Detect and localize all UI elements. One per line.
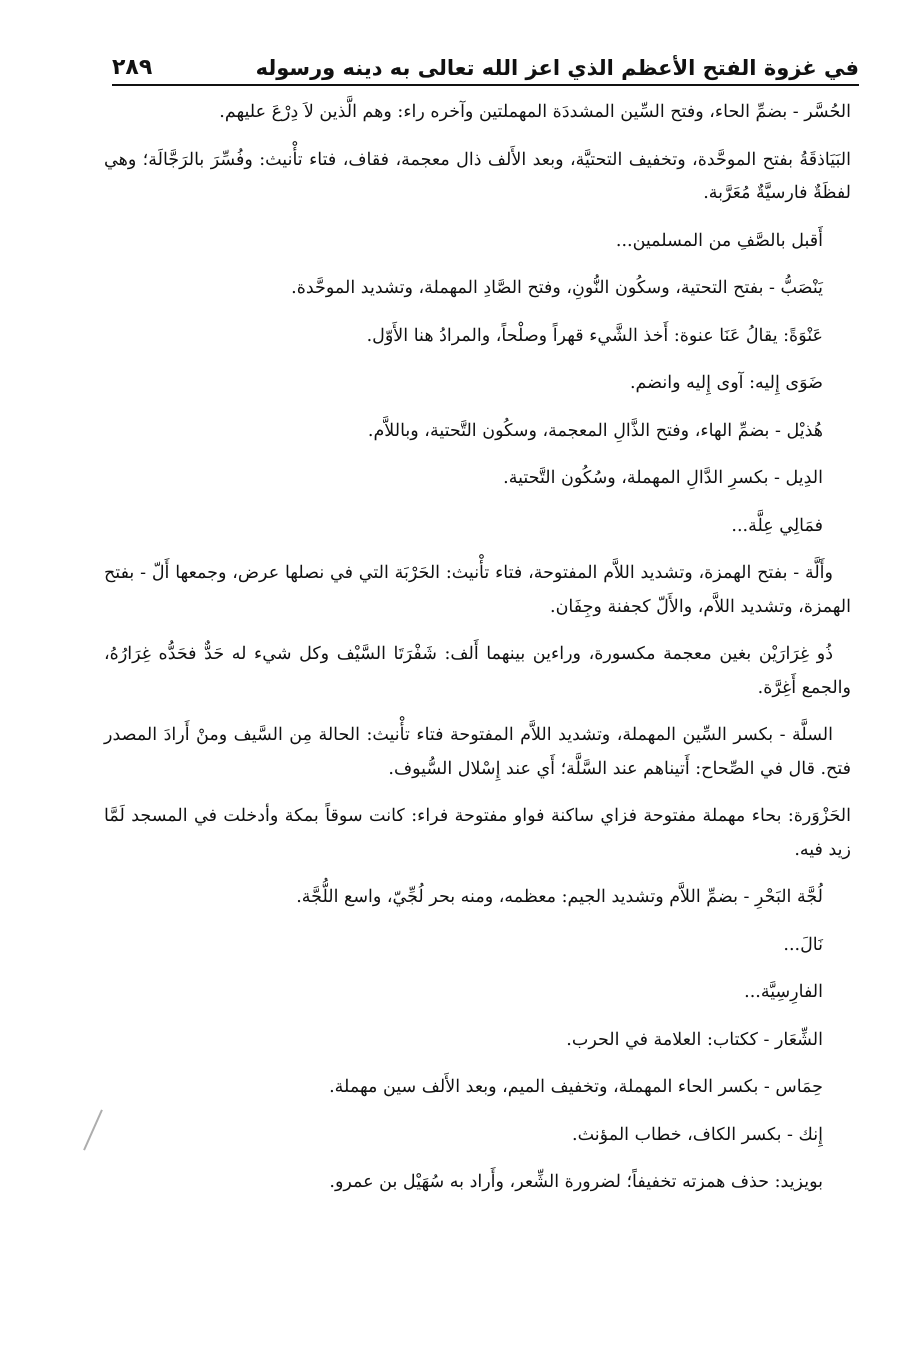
glossary-entry-dil: الدِيل - بكسرِ الدَّالِ المهملة، وسُكُون التَّحتية. <box>503 468 823 488</box>
glossary-entry-ghirarayn: ذُو غِرَارَيْن بغين معجمة مكسورة، وراءين بينهما أَلف: شَفْرَتَا السَّيْف وكل شيء له حَدٌّ فحَدُّه غِرَارُهُ، والجمع أَغِرَّة. <box>104 644 851 698</box>
glossary-body <box>104 96 851 1214</box>
glossary-entry-farisiyya: الفارِسِيَّة... <box>744 982 823 1002</box>
glossary-entry-yansabb: يَنْصَبُّ - بفتح التحتية، وسكُون النُّونِ، وفتح الصَّادِ المهملة، وتشديد الموحَّدة. <box>291 278 823 298</box>
glossary-entry-buyazid: بويزيد: حذف همزته تخفيفاً؛ لضرورة الشِّعر، وأَراد به سُهَيْل بن عمرو. <box>329 1172 823 1192</box>
glossary-entry-husar: الحُسَّر - بضمِّ الحاء، وفتح السِّين المشددَة المهملتين وآخره راء: وهم الَّذين لاَ دِرْعَ عليهم. <box>219 102 851 122</box>
glossary-entry-shiar: الشِّعَار - ككتاب: العلامة في الحرب. <box>566 1029 823 1050</box>
glossary-entry-hazwara: الحَزْوَرة: بحاء مهملة مفتوحة فزاي ساكنة فواو مفتوحة فراء: كانت سوقاً بمكة وأدخلت في المسجد لَمَّا زيد فيه. <box>104 806 851 860</box>
glossary-entry-dawa: ضَوَى إِليه: آوى إِليه وانضم. <box>629 373 823 393</box>
glossary-entry-salla: السلَّة - بكسر السِّين المهملة، وتشديد اللاَّم المفتوحة فتاء تأْنيث: الحالة مِن السَّيف ومنْ أَرادَ المصدر فتح. قال في الصِّحاح: أَتيناهم عند السَّلَّة؛ أَي عند إِسْلال السُّيوف. <box>104 725 851 779</box>
glossary-entry-himas: حِمَاس - بكسر الحاء المهملة، وتخفيف الميم، وبعد الأَلف سين مهملة. <box>329 1077 823 1097</box>
glossary-entry-anwa: عَنْوَةً: يقالُ عَنَا عنوة: أَخذ الشَّيء قهراً وصلْحاً، والمرادُ هنا الأَوّل. <box>366 325 823 346</box>
glossary-entry-nala: نَالَ... <box>783 934 823 955</box>
glossary-entry-innaki: إِنك - بكسر الكاف، خطاب المؤنث. <box>572 1124 823 1145</box>
glossary-entry-aqbala: أَقبل بالصَّفِ من المسلمين... <box>615 230 823 251</box>
glossary-entry-hudhayl: هُذيْل - بضمِّ الهاء، وفتح الذَّالِ المعجمة، وسكُون التَّحتية، وباللاَّم. <box>367 420 823 441</box>
glossary-entry-lujja: لُجَّة البَحْرِ - بضمِّ اللاَّم وتشديد الجيم: معظمه، ومنه بحر لُجِّيّ، واسع اللُّجَّة. <box>296 887 823 907</box>
running-title: في غزوة الفتح الأعظم الذي اعز الله تعالى به دينه ورسوله <box>255 56 859 80</box>
page-header <box>112 36 859 86</box>
stray-pen-mark <box>83 1109 103 1150</box>
glossary-entry-bayadhiqa: البَيَاذقَةُ بفتح الموحَّدة، وتخفيف التحتيَّة، وبعد الأَلف ذال معجمة، فقاف، فتاء تأْنيث: وفُسِّرَ بالرَجَّالَة؛ وهي لفظَةٌ فارسيَّةٌ مُعَرَّبة. <box>104 149 851 203</box>
glossary-entry-famali: فمَالِي عِلَّة... <box>731 515 823 536</box>
glossary-entry-alla: وأَلَّة - بفتح الهمزة، وتشديد اللاَّم المفتوحة، فتاء تأْنيث: الحَرْبَة التي في نصلها عرض، وجمعها أَلّ - بفتح الهمزة، وتشديد اللاَّم، والأَلّ كجفنة وجِفَان. <box>104 563 851 617</box>
page-number: ٢٨٩ <box>112 55 153 80</box>
